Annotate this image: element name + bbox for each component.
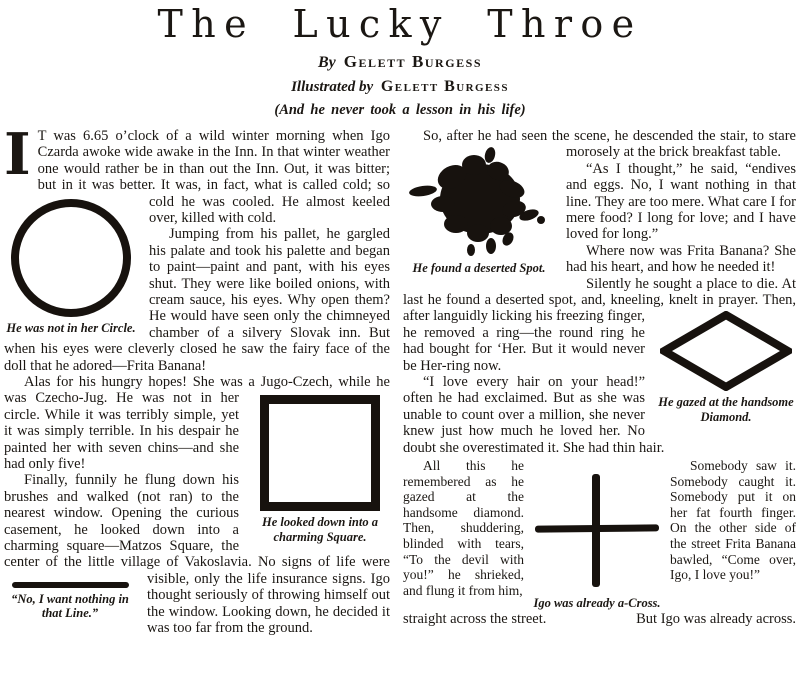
- figure-caption: “No, I want nothing in that Line.”: [11, 591, 129, 621]
- ink-blot-icon: [408, 147, 550, 257]
- paragraph-text: T was 6.65 o’clock of a wild winter morning when Igo Czarda awoke wide awake in the Inn. In that winter weather one would rather be in than out the Inn. Out, it was bitter; but in it was better. It was, in fact, what is called cold; so cold he was cooled.: [37, 127, 390, 210]
- bottom-section: [403, 458, 796, 611]
- two-column-body: [4, 120, 797, 637]
- byline-prefix: By: [317, 53, 336, 71]
- figure-caption: He found a deserted Spot.: [412, 261, 546, 276]
- figure-caption: He was not in her Circle.: [6, 320, 136, 335]
- circle-illustration: [4, 197, 138, 336]
- circle-icon: [11, 199, 131, 317]
- paragraph: “I love every hair on your head!” often he had exclaimed. But as she was unable to count over a million, she never knew just how much he loved her. No doubt she overestimated it. She had thin hair.: [403, 373, 665, 456]
- paragraph: Jumping from his pallet, he gargled his palate and took his palette and began to paint—paint and pant, with his eyes shut. They were like boiled onions, with cream sauce, his eyes. Why open them? He would have seen only the chimneyed chamber of a silvery Slovak inn. But when his eyes were cleverly closed he saw the fairy face of the doll that he adored—Frita Banana!: [4, 226, 390, 374]
- ink-blot-illustration: [403, 147, 555, 276]
- page-header: [4, 2, 796, 119]
- cross-icon: [533, 472, 661, 590]
- byline-author: Gelett Burgess: [343, 51, 483, 71]
- diamond-illustration: [656, 311, 796, 424]
- paragraph-text: Alas for his hungry hopes! She was a Jugo-Czech,: [24, 373, 333, 390]
- final-line-left: straight across the street.: [403, 610, 547, 627]
- paragraph: “As I thought,” he said, “endives and eggs. No, I want nothing in that line. They are too mere. What care I for mere food? I long for love; and I have loved for long.”: [566, 160, 796, 243]
- paragraph-text: Finally, funnily he flung down his brushes and walked (not ran) to the nearest window. Opening the curious casement, he looked down into a charming square—Matzos Square, the center of the little village of Vakoslavia. No signs of life were visible, only the life insurance signs.: [4, 472, 390, 587]
- bottom-right-text: Somebody saw it. Somebody caught it. Somebody put it on her fat fourth finger. On the other side of the street Frita Banana bawled, “Come over, Igo, I love you!”: [670, 458, 796, 583]
- square-icon: [260, 395, 380, 511]
- thick-line-icon: [12, 582, 129, 588]
- illustrator-credit: [4, 78, 796, 96]
- figure-caption: He looked down into a charming Square.: [262, 515, 378, 544]
- line-illustration: [4, 574, 136, 621]
- tagline: (And he never took a lesson in his life): [274, 101, 526, 118]
- left-column: [4, 120, 391, 637]
- paragraph-text: Silently he sought a place to die. At last he found a deserted spot, and, kneeling,: [403, 275, 796, 308]
- illustrator-prefix: Illustrated by: [291, 78, 374, 95]
- paragraph-text: stair, to stare morosely at the brick breakfast table.: [566, 127, 796, 161]
- diamond-icon: [660, 311, 792, 391]
- right-column: [403, 128, 796, 637]
- paragraph-text: while he was Czecho-Jug. He was not in her circle. While it was terribly simple, yet it was simply terrible. In his despair he painted her with seven chins—and she had only five!: [4, 373, 390, 473]
- paragraph-text: knelt in prayer. Then, after languidly licking his freezing finger, he removed a ring—the round ring he had bought for ‘Her. But it would never be Her-ring now.: [403, 291, 797, 374]
- byline: [4, 52, 796, 72]
- final-line: [403, 611, 796, 627]
- page-title: The Lucky Throe: [157, 2, 643, 46]
- drop-cap: I: [4, 120, 31, 188]
- paragraph-text: So, after he had seen the scene, he descended the: [423, 127, 716, 144]
- cross-illustration: [533, 458, 661, 611]
- figure-caption: He gazed at the handsome Diamond.: [658, 395, 794, 424]
- illustrator-name: Gelett Burgess: [380, 77, 509, 95]
- paragraph: Where now was Frita Banana? She had his heart, and how he needed it!: [566, 242, 796, 276]
- square-illustration: [250, 393, 390, 544]
- bottom-left-text: All this he remembered as he gazed at the handsome diamond. Then, shuddering, blinded with tears, “To the devil with you!” he shrieked, and flung it from him,: [403, 458, 524, 598]
- figure-caption: Igo was already a-Cross.: [533, 596, 661, 611]
- final-line-right: But Igo was already across.: [636, 610, 796, 627]
- paragraph-text: Igo thought seriously of throwing himself out the window. Looking down, he decided it was too far from the ground.: [147, 570, 391, 637]
- paragraph-text: He almost keeled over, killed with cold.: [149, 193, 390, 226]
